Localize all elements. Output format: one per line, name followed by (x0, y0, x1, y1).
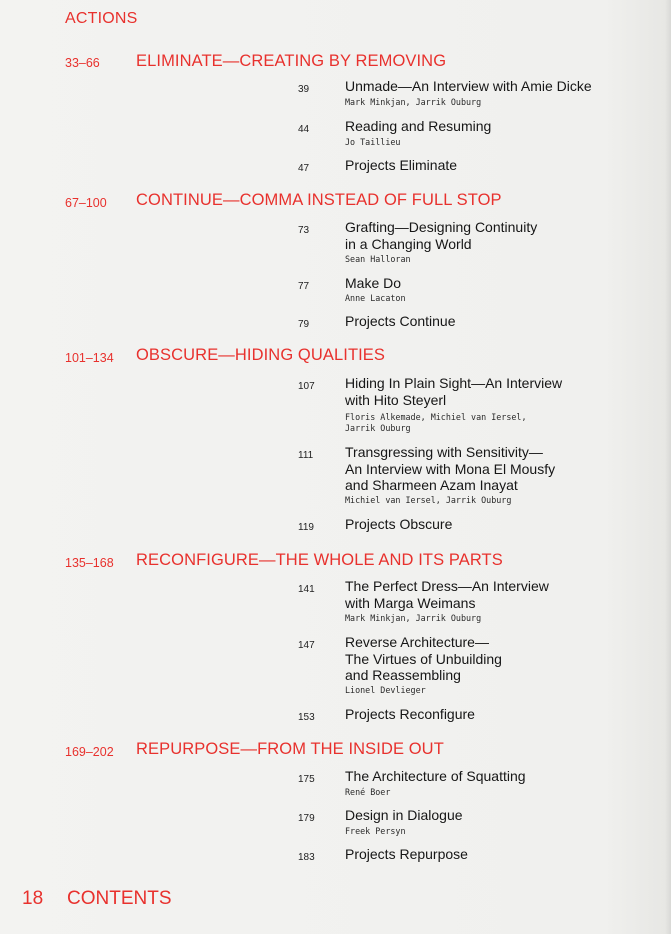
entry-page-number: 47 (298, 163, 310, 174)
entry-authors: Lionel Devlieger (345, 685, 426, 695)
entry-authors: Michiel van Iersel, Jarrik Ouburg (345, 495, 512, 505)
section-title: OBSCURE—HIDING QUALITIES (136, 346, 386, 364)
entry-title: Make Do (345, 275, 402, 291)
section-range: 33–66 (65, 56, 100, 70)
section-range: 169–202 (65, 745, 114, 759)
entry-title: Design in Dialogue (345, 807, 463, 823)
entry-title: Transgressing with Sensitivity— An Interview with Mona El Mousfy and Sharmeen Azam Inayat (345, 444, 556, 493)
entry-page-number: 175 (298, 774, 315, 785)
entry-title: The Architecture of Squatting (345, 768, 526, 784)
entry-authors: Freek Persyn (345, 826, 406, 836)
entry-authors: Sean Halloran (345, 254, 411, 264)
section-range: 101–134 (65, 351, 114, 365)
entry-authors: René Boer (345, 787, 391, 797)
entry-page-number: 119 (298, 522, 314, 533)
folio-page-number: 18 (22, 888, 44, 909)
entry-title: Projects Eliminate (345, 157, 458, 173)
entry-page-number: 153 (298, 712, 315, 723)
section-title: CONTINUE—COMMA INSTEAD OF FULL STOP (136, 191, 502, 209)
section-range: 135–168 (65, 556, 114, 570)
entry-page-number: 107 (298, 381, 315, 392)
page-edge-shadow (665, 0, 671, 934)
entry-title: Unmade—An Interview with Amie Dicke (345, 78, 592, 94)
entry-page-number: 183 (298, 852, 315, 863)
entry-title: Grafting—Designing Continuity in a Changing World (345, 219, 538, 252)
entry-title: Hiding In Plain Sight—An Interview with Hito Steyerl (345, 375, 563, 408)
entry-page-number: 141 (298, 584, 315, 595)
entry-page-number: 111 (298, 450, 314, 461)
entry-title: Reading and Resuming (345, 118, 492, 134)
section-title: RECONFIGURE—THE WHOLE AND ITS PARTS (136, 551, 503, 569)
entry-title: Projects Obscure (345, 516, 453, 532)
entry-page-number: 179 (298, 813, 315, 824)
entry-page-number: 79 (298, 319, 310, 330)
entry-title: Reverse Architecture— The Virtues of Unbuilding and Reassembling (345, 634, 502, 683)
entry-authors: Mark Minkjan, Jarrik Ouburg (345, 613, 482, 623)
header-label: ACTIONS (65, 10, 138, 27)
entry-title: Projects Repurpose (345, 846, 468, 862)
section-title: ELIMINATE—CREATING BY REMOVING (136, 52, 447, 70)
entry-page-number: 44 (298, 124, 310, 135)
entry-page-number: 39 (298, 84, 310, 95)
entry-page-number: 147 (298, 640, 315, 651)
entry-page-number: 73 (298, 225, 310, 236)
entry-title: The Perfect Dress—An Interview with Marga Weimans (345, 578, 549, 611)
entry-title: Projects Continue (345, 313, 456, 329)
entry-title: Projects Reconfigure (345, 706, 475, 722)
folio-label: CONTENTS (67, 888, 172, 909)
entry-authors: Jo Taillieu (345, 137, 401, 147)
entry-authors: Floris Alkemade, Michiel van Iersel, Jarrik Ouburg (345, 412, 527, 433)
entry-authors: Anne Lacaton (345, 293, 406, 303)
entry-page-number: 77 (298, 281, 310, 292)
entry-authors: Mark Minkjan, Jarrik Ouburg (345, 97, 482, 107)
section-title: REPURPOSE—FROM THE INSIDE OUT (136, 740, 444, 758)
section-range: 67–100 (65, 196, 107, 210)
